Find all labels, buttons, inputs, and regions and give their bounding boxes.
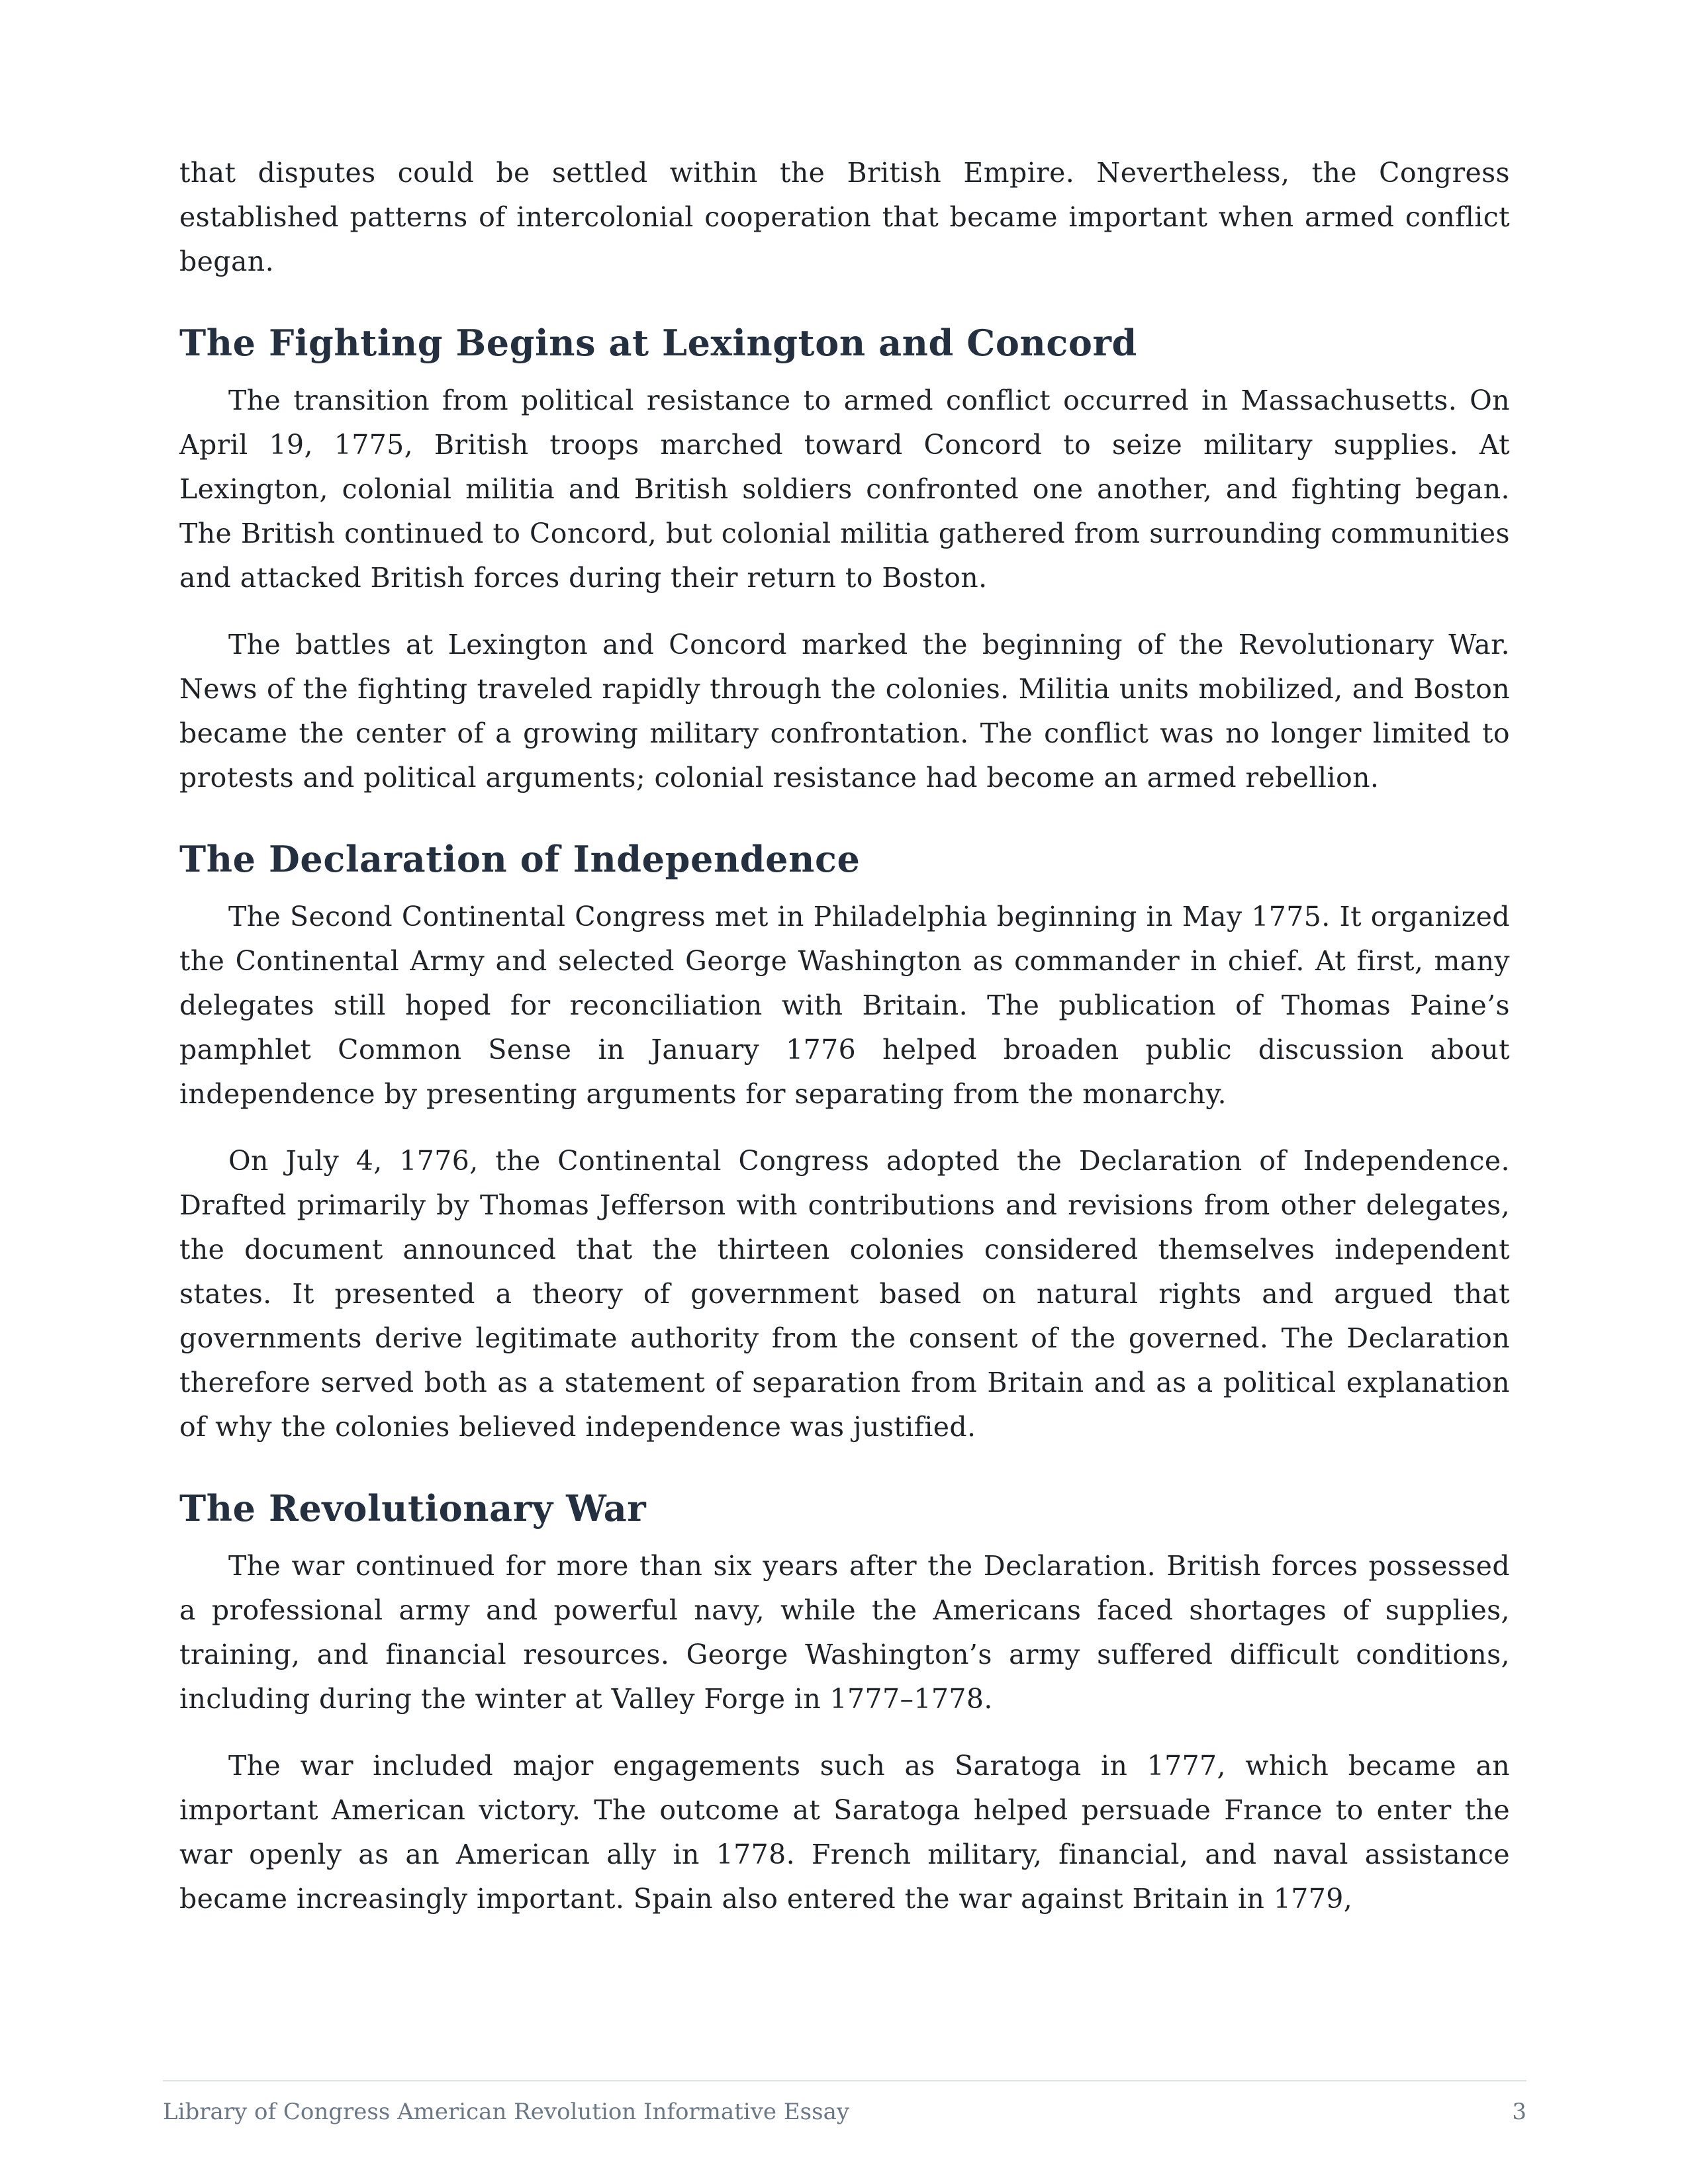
footer-title: Library of Congress American Revolution Informative Essay bbox=[163, 2099, 850, 2125]
paragraph: On July 4, 1776, the Continental Congress adopted the Declaration of Independence. Drafted primarily by Thomas Jefferson with contributions and revisions from other delegates, the document announced that the thirteen colonies considered themselves independent states. It presented a theory of government based on natural rights and argued that governments derive legitimate authority from the consent of the governed. The Declaration therefore served both as a statement of separation from Britain and as a political explanation of why the colonies believed independence was justified. bbox=[179, 1145, 1510, 1443]
paragraph: The Second Continental Congress met in Philadelphia beginning in May 1775. It organized the Continental Army and selected George Washington as commander in chief. At first, many delegates still hoped for reconciliation with Britain. The publication of Thomas Paine’s pamphlet Common Sense in January 1776 helped broaden public discussion about independence by presenting arguments for separating from the monarchy. bbox=[179, 901, 1510, 1110]
paragraph: The war included major engagements such as Saratoga in 1777, which became an important American victory. The outcome at Saratoga helped persuade France to enter the war openly as an American ally in 1778. French military, financial, and naval assistance became increasingly important. Spain also entered the war against Britain in 1779, bbox=[179, 1750, 1510, 1915]
page-footer bbox=[163, 2080, 1526, 2125]
continued-paragraph: that disputes could be settled within the British Empire. Nevertheless, the Congress established patterns of intercolonial cooperation that became important when armed conflict began. bbox=[179, 157, 1510, 277]
document-body bbox=[179, 151, 1510, 1944]
page-number: 3 bbox=[1512, 2099, 1526, 2125]
paragraph: The war continued for more than six years after the Declaration. British forces possessed a professional army and powerful navy, while the Americans faced shortages of supplies, training, and financial resources. George Washington’s army suffered difficult conditions, including during the winter at Valley Forge in 1777–1778. bbox=[179, 1550, 1510, 1715]
paragraph: The battles at Lexington and Concord marked the beginning of the Revolutionary War. News of the fighting traveled rapidly through the colonies. Militia units mobilized, and Boston became the center of a growing military confrontation. The conflict was no longer limited to protests and political arguments; colonial resistance had become an armed rebellion. bbox=[179, 629, 1510, 794]
section-heading-lexington-concord: The Fighting Begins at Lexington and Concord bbox=[179, 322, 1137, 364]
paragraph: The transition from political resistance to armed conflict occurred in Massachusetts. On April 19, 1775, British troops marched toward Concord to seize military supplies. At Lexington, colonial militia and British soldiers confronted one another, and fighting began. The British continued to Concord, but colonial militia gathered from surrounding communities and attacked British forces during their return to Boston. bbox=[179, 385, 1510, 594]
section-heading-declaration: The Declaration of Independence bbox=[179, 838, 861, 880]
section-heading-revolutionary-war: The Revolutionary War bbox=[179, 1487, 647, 1529]
